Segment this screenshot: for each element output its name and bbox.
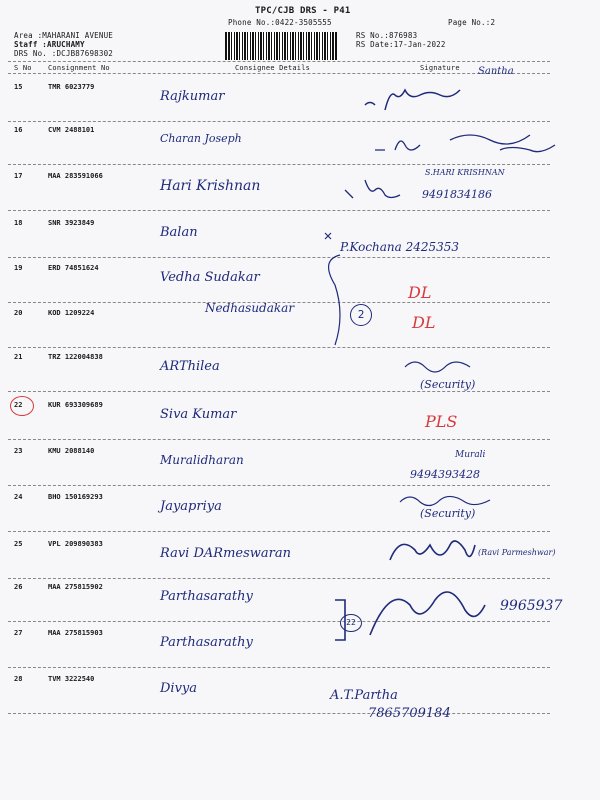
rs-date: RS Date:17-Jan-2022 — [356, 40, 446, 49]
row-consignment-number: SNR 3923849 — [48, 219, 95, 227]
col-consignment: Consignment No — [48, 64, 110, 72]
row-consignee-name: Vedha Sudakar — [160, 270, 260, 285]
row-consignment-number: ERD 74851624 — [48, 264, 99, 272]
row-sno: 21 — [14, 353, 23, 361]
row-divider — [8, 439, 550, 440]
drs-number: DRS No. :DCJB87698302 — [14, 49, 114, 58]
row-sno: 24 — [14, 493, 23, 501]
row-sno: 19 — [14, 264, 23, 272]
signature-23: Murali — [455, 450, 486, 460]
phone-number: Phone No.:0422-3505555 — [228, 18, 332, 27]
header-divider — [8, 61, 550, 62]
row-consignee-name: Nedhasudakar — [205, 301, 295, 315]
pls-mark: PLS — [425, 412, 458, 431]
row-sno: 17 — [14, 172, 23, 180]
row-consignment-number: BHO 150169293 — [48, 493, 103, 501]
header-divider — [8, 73, 550, 74]
row-consignee-name: Divya — [160, 681, 198, 696]
row-sno: 15 — [14, 83, 23, 91]
signature-17 — [340, 175, 420, 205]
row-consignment-number: KUR 693309689 — [48, 401, 103, 409]
signature-23-phone: 9494393428 — [410, 468, 480, 481]
row-divider — [8, 210, 550, 211]
circle-note-22: 22 — [340, 614, 362, 632]
row-sno: 22 — [14, 401, 23, 409]
barcode — [225, 32, 337, 60]
row-consignee-name: Ravi DARmeswaran — [160, 546, 291, 561]
drs-title: TPC/CJB DRS - P41 — [255, 6, 351, 16]
row-consignee-name: Parthasarathy — [160, 635, 253, 650]
row-sno: 25 — [14, 540, 23, 548]
signature-28-phone: 7865709184 — [368, 706, 451, 721]
signature-17-phone: 9491834186 — [422, 188, 492, 201]
circle-note-2: 2 — [350, 304, 372, 326]
row-consignment-number: TVM 3222540 — [48, 675, 95, 683]
row-consignment-number: KOD 1209224 — [48, 309, 95, 317]
staff-label: Staff :ARUCHAMY — [14, 40, 85, 49]
row-consignment-number: MAA 283591066 — [48, 172, 103, 180]
col-sno: S No — [14, 64, 32, 72]
row-consignee-name: ARThilea — [160, 359, 220, 374]
row-consignee-name: Jayapriya — [160, 499, 222, 514]
signature-19: P.Kochana 2425353 — [340, 240, 460, 254]
row-consignee-name: Muralidharan — [160, 453, 244, 467]
row-divider — [8, 121, 550, 122]
row-consignee-name: Siva Kumar — [160, 407, 237, 422]
row-sno: 18 — [14, 219, 23, 227]
top-signature: Santha — [478, 66, 514, 77]
signature-25-note: (Ravi Parmeshwar) — [478, 548, 556, 557]
signature-28: A.T.Partha — [330, 688, 398, 703]
row-divider — [8, 257, 550, 258]
signature-16 — [370, 125, 570, 165]
row-consignment-number: CVM 2488101 — [48, 126, 95, 134]
row-sno: 27 — [14, 629, 23, 637]
row-sno: 16 — [14, 126, 23, 134]
col-signature: Signature — [420, 64, 460, 72]
row-divider — [8, 347, 550, 348]
dl-mark-1: DL — [408, 283, 432, 302]
row-sno: 26 — [14, 583, 23, 591]
bracket-mark — [310, 225, 370, 355]
row-divider — [8, 713, 550, 714]
dl-mark-2: DL — [412, 313, 436, 332]
row-sno: 28 — [14, 675, 23, 683]
row-consignment-number: MAA 275815902 — [48, 583, 103, 591]
signature-27-phone: 9965937 — [500, 598, 563, 614]
row-consignee-name: Charan Joseph — [160, 132, 242, 145]
area-label: Area :MAHARANI AVENUE — [14, 31, 114, 40]
row-sno: 20 — [14, 309, 23, 317]
row-consignee-name: Parthasarathy — [160, 589, 253, 604]
row-sno: 23 — [14, 447, 23, 455]
signature-21-note: (Security) — [420, 378, 476, 391]
row-consignment-number: VPL 209890383 — [48, 540, 103, 548]
signature-25 — [380, 530, 480, 580]
row-consignment-number: TMR 6023779 — [48, 83, 95, 91]
row-consignment-number: MAA 275815903 — [48, 629, 103, 637]
row-divider — [8, 391, 550, 392]
row-consignment-number: KMU 2088140 — [48, 447, 95, 455]
row-consignee-name: Rajkumar — [160, 89, 225, 104]
rs-number: RS No.:876983 — [356, 31, 418, 40]
row-consignee-name: Balan — [160, 225, 198, 240]
row-divider — [8, 667, 550, 668]
signature-15 — [360, 85, 490, 120]
signature-17-name: S.HARI KRISHNAN — [425, 168, 505, 177]
circle-row-22 — [10, 396, 34, 416]
col-consignee: Consignee Details — [235, 64, 311, 72]
row-consignment-number: TRZ 122004838 — [48, 353, 103, 361]
signature-24-note: (Security) — [420, 507, 476, 520]
page-number: Page No.:2 — [448, 18, 496, 27]
row-divider — [8, 485, 550, 486]
row-consignee-name: Hari Krishnan — [160, 178, 261, 194]
signature-21 — [400, 355, 480, 375]
